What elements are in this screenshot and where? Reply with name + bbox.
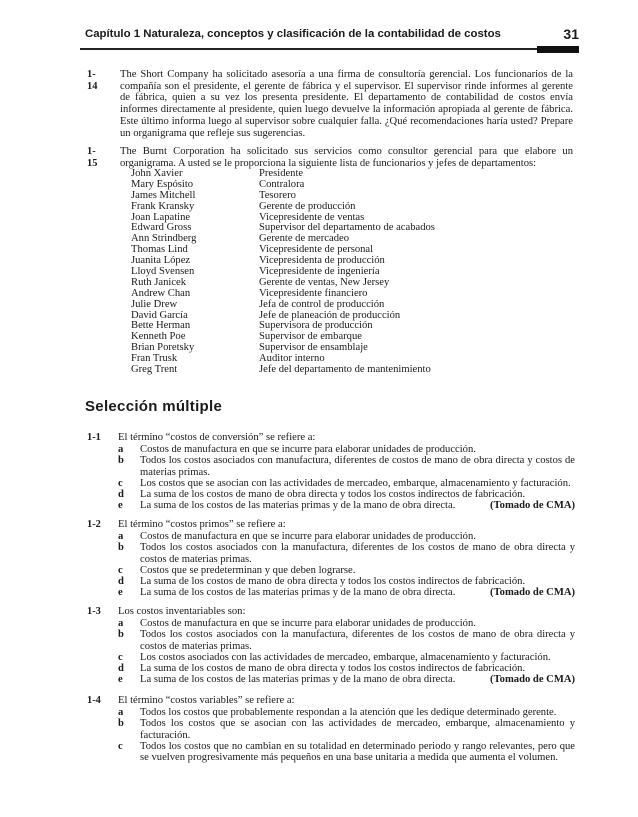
section-heading: Selección múltiple xyxy=(85,398,223,415)
option-text: Todos los costos que probablemente respondan a la atención que les dedique determinado gerente. xyxy=(140,707,557,718)
answer-option xyxy=(87,565,575,576)
option-text: La suma de los costos de las materias primas y de la mano de obra directa. xyxy=(140,674,456,686)
roster-role: Supervisor de ensamblaje xyxy=(259,342,368,354)
answer-option xyxy=(87,618,575,629)
page-header xyxy=(85,28,579,44)
roster-name: Kenneth Poe xyxy=(131,331,186,343)
option-letter: b xyxy=(118,629,124,641)
header-rule xyxy=(80,48,579,50)
roster-role: Supervisor del departamento de acabados xyxy=(259,222,435,234)
question-text: El término “costos de conversión” se refiere a: xyxy=(118,432,316,443)
source-note: (Tomado de CMA) xyxy=(490,674,575,686)
roster-role: Vicepresidente de ventas xyxy=(259,211,365,223)
roster-name: Juanita López xyxy=(131,255,191,267)
question-1-1 xyxy=(87,432,575,512)
question-1-4 xyxy=(87,695,575,763)
question-stem xyxy=(87,606,575,618)
option-text: Costos de manufactura en que se incurre para elaborar unidades de producción. xyxy=(140,444,476,455)
roster-role: Vicepresidenta de producción xyxy=(259,255,385,267)
option-letter: c xyxy=(118,477,123,489)
problem-text: The Short Company ha solicitado asesoría a una firma de consultoría gerencial. Los funcionarios de la compañía son el presidente, el gerente de fábrica y el supervisor. El supervisor rinde informes al gerente de fábrica, quien a su vez los presenta presidente. El departamento de contabilidad de costos envía informes directamente al presidente, quien luego devuelve la información apropiada al gerente de fábrica. Este último informa luego al supervisor sobre cualquier falla. ¿Qué recomendaciones haría usted? Prepare un organigrama que refleje sus sugerencias. xyxy=(120,69,573,139)
roster-name: Greg Trent xyxy=(131,364,178,376)
option-letter: b xyxy=(118,718,124,730)
option-text: Los costos que se asocian con las actividades de mercadeo, embarque, almacenamiento y facturación. xyxy=(140,477,571,489)
option-letter: c xyxy=(118,651,123,663)
roster-name: Bette Herman xyxy=(131,320,191,332)
page-number: 31 xyxy=(563,26,579,42)
roster-role: Tesorero xyxy=(259,189,296,201)
option-text: Todos los costos asociados con la manufactura, diferentes de los costos de mano de obra directa y costos de materias primas. xyxy=(140,629,575,652)
answer-option xyxy=(87,587,575,598)
problem-text: The Burnt Corporation ha solicitado sus servicios como consultor gerencial para que elabore un organigrama. A usted se le proporciona la siguiente lista de funcionarios y jefes de departamentos: xyxy=(120,146,573,169)
question-text: El término “costos variables” se refiere a: xyxy=(118,695,295,706)
option-letter: a xyxy=(118,618,124,629)
roster-role: Vicepresidente de personal xyxy=(259,244,374,256)
option-letter: a xyxy=(118,531,124,542)
roster-row xyxy=(131,202,435,213)
answer-option xyxy=(87,652,575,663)
question-number: 1-1 xyxy=(87,432,101,443)
question-number: 1-2 xyxy=(87,519,101,530)
roster-name: Joan Lapatine xyxy=(131,211,191,223)
option-letter: d xyxy=(118,663,124,675)
roster-name: Ann Strindberg xyxy=(131,233,197,245)
roster-name: Frank Kransky xyxy=(131,200,195,212)
chapter-heading xyxy=(85,28,501,40)
option-text: La suma de los costos de las materias primas y de la mano de obra directa. xyxy=(140,500,456,512)
option-text: La suma de los costos de mano de obra directa y todos los costos indirectos de fabricación. xyxy=(140,576,526,588)
roster-role: Presidente xyxy=(259,168,304,179)
option-text: Costos que se predeterminan y que deben lograrse. xyxy=(140,564,356,576)
roster-role: Contralora xyxy=(259,178,305,190)
header-rule-marker xyxy=(537,46,579,53)
chapter-title: Naturaleza, conceptos y clasificación de la contabilidad de costos xyxy=(143,28,501,40)
option-text: Todos los costos que se asocian con las actividades de mercadeo, embarque, almacenamiento y facturación. xyxy=(140,718,575,741)
answer-option xyxy=(87,663,575,674)
question-stem xyxy=(87,695,575,707)
option-letter: c xyxy=(118,564,123,576)
answer-option xyxy=(87,489,575,500)
answer-option xyxy=(87,455,575,478)
question-text: El término “costos primos” se refiere a: xyxy=(118,519,286,530)
answer-option xyxy=(87,531,575,542)
roster-name: Edward Gross xyxy=(131,222,192,234)
roster-role: Vicepresidente de ingeniería xyxy=(259,266,380,278)
roster-role: Jefe de planeación de producción xyxy=(259,309,401,321)
option-text: Costos de manufactura en que se incurre para elaborar unidades de producción. xyxy=(140,531,476,542)
source-note: (Tomado de CMA) xyxy=(490,587,575,599)
option-letter: c xyxy=(118,740,123,752)
question-number: 1-3 xyxy=(87,606,101,617)
chapter-label: Capítulo 1 xyxy=(85,28,141,40)
problem-number: 1-14 xyxy=(87,69,98,92)
option-text: Todos los costos asociados con manufactura, diferentes de costos de mano de obra directa y costos de materias primas. xyxy=(140,455,575,478)
roster-name: Lloyd Svensen xyxy=(131,266,195,278)
roster-role: Auditor interno xyxy=(259,353,325,365)
roster-name: John Xavier xyxy=(131,168,183,179)
roster-role: Supervisor de embarque xyxy=(259,331,362,343)
answer-option xyxy=(87,674,575,685)
roster-name: Thomas Lind xyxy=(131,244,188,256)
roster-role: Gerente de producción xyxy=(259,200,356,212)
problem-number: 1-15 xyxy=(87,146,98,169)
roster-name: Ruth Janicek xyxy=(131,276,187,288)
question-1-2 xyxy=(87,519,575,599)
roster-role: Gerente de ventas, New Jersey xyxy=(259,276,390,288)
answer-option xyxy=(87,542,575,565)
roster-name: Julie Drew xyxy=(131,298,178,310)
option-text: Los costos asociados con las actividades de mercadeo, embarque, almacenamiento y facturación. xyxy=(140,651,551,663)
answer-option xyxy=(87,500,575,511)
option-text: Todos los costos asociados con la manufactura, diferentes de los costos de mano de obra directa y costos de materias primas. xyxy=(140,542,575,565)
option-letter: a xyxy=(118,707,124,718)
question-stem xyxy=(87,519,575,531)
option-text: Costos de manufactura en que se incurre para elaborar unidades de producción. xyxy=(140,618,476,629)
question-text: Los costos inventariables son: xyxy=(118,606,246,617)
option-letter: d xyxy=(118,489,124,501)
option-text: La suma de los costos de mano de obra directa y todos los costos indirectos de fabricación. xyxy=(140,489,526,501)
answer-option xyxy=(87,718,575,741)
answer-option xyxy=(87,629,575,652)
roster-row xyxy=(131,300,435,311)
roster-name: David García xyxy=(131,309,188,321)
roster-name: Andrew Chan xyxy=(131,287,191,299)
answer-option xyxy=(87,478,575,489)
option-letter: e xyxy=(118,500,123,512)
option-letter: e xyxy=(118,587,123,599)
answer-option xyxy=(87,707,575,718)
option-letter: b xyxy=(118,542,124,554)
roster-role: Jefe del departamento de mantenimiento xyxy=(259,364,431,376)
option-letter: e xyxy=(118,674,123,686)
option-letter: d xyxy=(118,576,124,588)
roster-role: Gerente de mercadeo xyxy=(259,233,349,245)
roster-name: Brian Poretsky xyxy=(131,342,195,354)
option-text: Todos los costos que no cambian en su totalidad en determinado periodo y rango relevantes, pero que se vuelven progresivamente más pequeños en una base unitaria a medida que aumenta el volumen. xyxy=(140,740,575,764)
roster-role: Jefa de control de producción xyxy=(259,298,385,310)
option-letter: b xyxy=(118,455,124,467)
question-stem xyxy=(87,432,575,444)
question-number: 1-4 xyxy=(87,695,101,706)
option-letter: a xyxy=(118,444,124,455)
option-text: La suma de los costos de mano de obra directa y todos los costos indirectos de fabricación. xyxy=(140,663,526,675)
question-1-3 xyxy=(87,606,575,686)
roster-role: Supervisora de producción xyxy=(259,320,373,332)
roster-role: Vicepresidente financiero xyxy=(259,287,368,299)
roster-name: Mary Espósito xyxy=(131,178,194,190)
option-text: La suma de los costos de las materias primas y de la mano de obra directa. xyxy=(140,587,456,599)
officer-roster xyxy=(131,169,435,376)
source-note: (Tomado de CMA) xyxy=(490,500,575,512)
answer-option xyxy=(87,444,575,455)
roster-name: James Mitchell xyxy=(131,189,196,201)
roster-row xyxy=(131,365,435,376)
answer-option xyxy=(87,741,575,764)
answer-option xyxy=(87,576,575,587)
roster-name: Fran Trusk xyxy=(131,353,178,365)
